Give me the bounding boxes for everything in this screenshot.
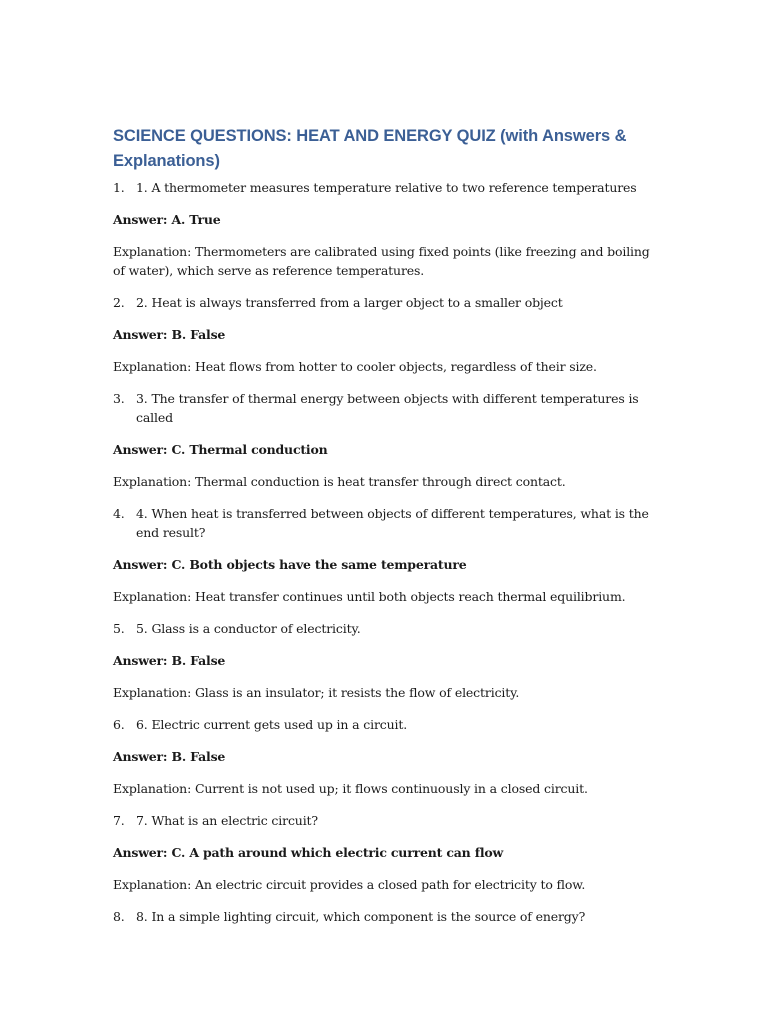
answer-1: Answer: A. True [113,212,221,227]
question-4 [113,504,653,542]
explanation-5: Explanation: Glass is an insulator; it resists the flow of electricity. [113,685,520,700]
question-text: 1. A thermometer measures temperature relative to two reference temperatures [136,180,637,195]
question-text: 7. What is an electric circuit? [136,813,318,828]
explanation-6: Explanation: Current is not used up; it flows continuously in a closed circuit. [113,781,588,796]
answer-7: Answer: C. A path around which electric current can flow [113,845,504,860]
question-number: 8. [113,909,125,924]
question-8 [113,907,653,926]
explanation-2: Explanation: Heat flows from hotter to cooler objects, regardless of their size. [113,359,597,374]
answer-5: Answer: B. False [113,653,226,668]
question-number: 1. [113,180,125,195]
explanation-1: Explanation: Thermometers are calibrated using fixed points (like freezing and boiling of water), which serve as reference temperatures. [113,244,650,278]
question-number: 6. [113,717,125,732]
document-title: SCIENCE QUESTIONS: HEAT AND ENERGY QUIZ (with Answers & Explanations) [113,127,627,170]
answer-2: Answer: B. False [113,327,226,342]
question-number: 5. [113,621,125,636]
explanation-3: Explanation: Thermal conduction is heat transfer through direct contact. [113,474,566,489]
explanation-7: Explanation: An electric circuit provides a closed path for electricity to flow. [113,877,586,892]
question-number: 4. [113,506,125,521]
answer-3: Answer: C. Thermal conduction [113,442,328,457]
question-text: 4. When heat is transferred between objects of different temperatures, what is the end result? [136,506,649,540]
question-text: 8. In a simple lighting circuit, which component is the source of energy? [136,909,586,924]
answer-6: Answer: B. False [113,749,226,764]
question-1 [113,178,653,197]
question-text: 3. The transfer of thermal energy between objects with different temperatures is called [136,391,639,425]
question-6 [113,715,653,734]
question-2 [113,293,653,312]
question-7 [113,811,653,830]
question-text: 6. Electric current gets used up in a circuit. [136,717,408,732]
question-number: 2. [113,295,125,310]
answer-4: Answer: C. Both objects have the same temperature [113,557,467,572]
document-page [113,124,653,939]
question-text: 5. Glass is a conductor of electricity. [136,621,361,636]
question-3 [113,389,653,427]
question-5 [113,619,653,638]
question-number: 3. [113,391,125,406]
question-text: 2. Heat is always transferred from a larger object to a smaller object [136,295,563,310]
explanation-4: Explanation: Heat transfer continues until both objects reach thermal equilibrium. [113,589,626,604]
question-number: 7. [113,813,125,828]
